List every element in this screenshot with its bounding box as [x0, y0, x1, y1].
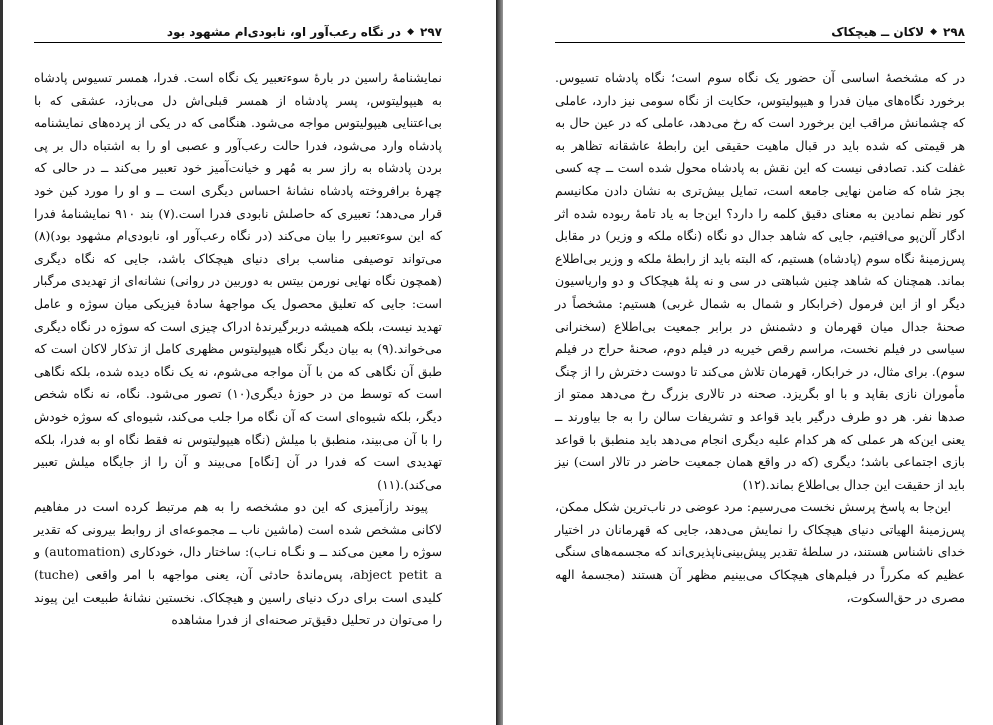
- left-page-header: [34, 22, 442, 43]
- right-page-header: [555, 22, 965, 43]
- book-gutter: [496, 0, 503, 725]
- diamond-icon: ◆: [407, 27, 415, 37]
- paragraph: در که مشخصهٔ اساسی آن حضور یک نگاه سوم است؛ نگاه پادشاه تسیوس. برخورد نگاه‌های میان فدرا و هیپولیتوس، حکایت از نگاه سومی نیز دارد، عاملی که چشمانش مراقب این برخورد است که رخ می‌دهد، عاملی که در عین حال به هر قیمتی که شده باید در قبال ماهیت حقیقی این رابطهٔ عاشقانه تظاهر به غفلت کند. تصادفی نیست که این نقش به پادشاه محول شده است ــ چه کسی بجز شاه که ضامن نهایی جامعه است، تمایل بیش‌تری به نشان دادن مکانیسم کور نظم نمادین به معنای دقیق کلمه را دارد؟ این‌جا به یاد تامهٔ ربوده شده اثر ادگار آلن‌پو می‌افتیم، جایی که شاهد جدال دو نگاه (نگاه ملکه و وزیر) در مقابل پس‌زمینهٔ نگاه سوم (پادشاه) هستیم، که البته باید از رابطهٔ ملکه و وزیر بی‌اطلاع بماند. همچنان که شاهد چنین شباهتی در سی و نه پلهٔ هیچکاک و دو واریاسیون دیگر او از این فرمول (خرابکار و شمال به شمال غربی) هستیم: مشخصاً در صحنهٔ جدال میان قهرمان و دشمنش در برابر جمعیت بی‌اطلاع (سخنرانی سیاسی در فیلم نخست، مراسم رقص خیریه در فیلم دوم، صحنهٔ حراج در فیلم سوم). برای مثال، در خرابکار، قهرمان تلاش می‌کند تا دوست دخترش را از چنگ مأموران نازی بقاپد و با او بگریزد. صحنه در تالاری بزرگ رخ می‌دهد ممتو از صدها نفر. هر دو طرف درگیر باید قواعد و تشریفات سالن را به جا بیاورند ــ یعنی این‌که هر عملی که هر کدام علیه دیگری انجام می‌دهد باید منطبق با قواعد بازی اجتماعی باشد؛ دیگری (که در واقع همان جمعیت حاضر در تالار است) نیز باید از حقیقت این جدال بی‌اطلاع بماند.(۱۲): [555, 70, 965, 492]
- running-head: در نگاه رعب‌آور او، نابودی‌ام مشهود بود: [166, 25, 402, 39]
- left-page: [0, 0, 496, 725]
- paragraph: این‌جا به پاسخ پرسش نخست می‌رسیم: مرد عوضی در ناب‌ترین شکل ممکن، پس‌زمینهٔ الهیاتی دنیای هیچکاک را نمایش می‌دهد، جایی که قهرمانان در اختیار خدای ناشناس هستند، در سلطهٔ تقدیر پیش‌بینی‌ناپذیری‌اند که مجسمه‌های سنگی عظیم که مکرراً در فیلم‌های هیچکاک می‌بینیم مظهر آن هستند (مجسمهٔ الهه مصری در حق‌السکوت،: [555, 499, 965, 605]
- right-page: [503, 0, 993, 725]
- left-page-body: [34, 67, 442, 632]
- page-number: ۲۹۷: [420, 25, 442, 39]
- diamond-icon: ◆: [930, 27, 938, 37]
- page-number: ۲۹۸: [943, 25, 965, 39]
- paragraph: نمایشنامهٔ راسین در بارهٔ سوءتعبیر یک نگاه است. فدرا، همسر تسیوس پادشاه به هیپولیتوس، پسر پادشاه از همسر قبلی‌اش دل می‌بازد، عشقی که با بی‌اعتنایی هیپولیتوس مواجه می‌شود. هنگامی که در یکی از پرده‌های نمایشنامه پادشاه وارد می‌شود، فدرا حالت رعب‌آور و عصبی او را به اشتباه دال بر پی بردن پادشاه به راز سر به مُهر و خیانت‌آمیز خود تعبیر می‌کند ــ در حالی که چهرهٔ برافروخته پادشاه نشانهٔ احساس دیگری است ــ و او را مورد کین خود قرار می‌دهد؛ تعبیری که حاصلش نابودی فدرا است.(۷) بند ۹۱۰ نمایشنامهٔ فدرا که این سوءتعبیر را بیان می‌کند (در نگاه رعب‌آور او، نابودی‌ام مشهود بود)(۸) می‌تواند توصیفی مناسب برای دنیای هیچکاک باشد، جایی که نگاه دیگری (همچون نگاه نهایی نورمن بیتس به دوربین در روانی) نشانه‌ای از تهدیدی مرگبار است: جایی که تعلیق محصول یک مواجههٔ سادهٔ فیزیکی میان سوژه و عامل تهدید نیست، بلکه همیشه دربرگیرندهٔ ادراک چیزی است که سوژه در نگاه دیگری می‌خواند.(۹) به بیان دیگر نگاه هیپولیتوس مظهری کامل از تذکار لاکان است که طبق آن نگاهی که من با آن مواجه می‌شوم، نه یک نگاه دیده شده، بلکه نگاهی است که توسط من در حوزهٔ دیگری(۱۰) تصور می‌شود. نگاه، نه نگاه شخص دیگر، بلکه شیوه‌ای است که آن نگاه مرا جلب می‌کند، شیوه‌ای که سوژه خودش را با آن می‌بیند، منطبق با میلش (نگاه هیپولیتوس نه فقط نگاه او به فدرا، بلکه تهدیدی است که فدرا در آن [نگاه] می‌بیند و آن را از جایگاه میلش تعبیر می‌کند).(۱۱): [34, 70, 442, 492]
- running-head: لاکان ــ هیچکاک: [831, 25, 925, 39]
- right-page-body: [555, 67, 965, 609]
- paragraph: پیوند رازآمیزی که این دو مشخصه را به هم مرتبط کرده است در مفاهیم لاکانی مشخص شده است (ماشین ناب ــ مجموعه‌ای از روابط بیرونی که تقدیر سوژه را معین می‌کند ــ و نگـاه نـاب): ساختار دال، خودکاری (automation) و abject petit a، پس‌ماندهٔ حادثی آن، یعنی مواجهه با امر واقعی (tuche) کلیدی است برای درک دنیای راسین و هیچکاک. نخستین نشانهٔ طبیعت این پیوند را می‌توان در تحلیل دقیق‌تر صحنه‌ای از فدرا مشاهده: [34, 499, 443, 628]
